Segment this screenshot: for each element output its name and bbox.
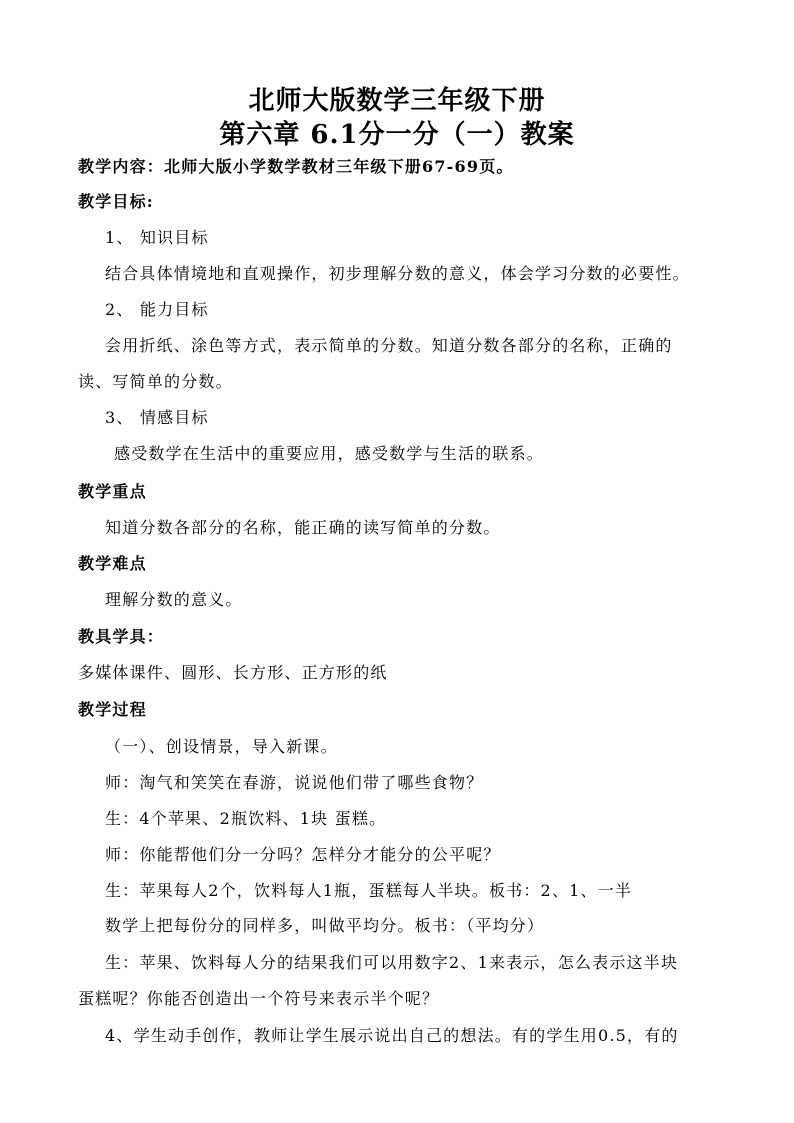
process-line-5: 生：苹果每人2个，饮料每人1瓶，蛋糕每人半块。板书：2、1、一半 xyxy=(105,881,633,900)
teaching-content-text: 北师大版小学数学教材三年级下册67-69页。 xyxy=(164,157,514,176)
goal-3-text: 感受数学在生活中的重要应用，感受数学与生活的联系。 xyxy=(114,444,545,463)
process-line-2: 师：淘气和笑笑在春游，说说他们带了哪些食物？ xyxy=(105,773,484,792)
process-line-7a: 生：苹果、饮料每人分的结果我们可以用数字2、1来表示，怎么表示这半块 xyxy=(105,953,679,972)
teaching-content-label: 教学内容： xyxy=(78,157,165,176)
teaching-process-heading: 教学过程 xyxy=(78,700,147,719)
difficulty-text: 理解分数的意义。 xyxy=(105,590,243,609)
process-line-1: （一）、创设情景，导入新课。 xyxy=(105,737,338,756)
goal-3-heading: 3、 情感目标 xyxy=(105,408,209,427)
process-line-3: 生：4个苹果、2瓶饮料、1块 蛋糕。 xyxy=(105,809,387,828)
process-line-8: 4、学生动手创作，教师让学生展示说出自己的想法。有的学生用0.5，有的 xyxy=(105,1026,679,1045)
teaching-tools-heading: 教具学具： xyxy=(78,627,165,646)
teaching-content-line xyxy=(78,154,514,177)
process-line-7b: 蛋糕呢？你能否创造出一个符号来表示半个呢？ xyxy=(78,989,440,1008)
document-subtitle: 第六章 6.1分一分（一）教案 xyxy=(219,120,575,150)
goal-1-text: 结合具体情境地和直观操作，初步理解分数的意义，体会学习分数的必要性。 xyxy=(105,264,690,283)
difficulty-heading: 教学难点 xyxy=(78,554,147,573)
teaching-goals-heading: 教学目标: xyxy=(78,192,154,211)
document-title: 北师大版数学三年级下册 xyxy=(248,86,546,116)
key-points-text: 知道分数各部分的名称，能正确的读写简单的分数。 xyxy=(105,518,501,537)
teaching-tools-text: 多媒体课件、圆形、长方形、正方形的纸 xyxy=(78,663,388,682)
process-line-4: 师：你能帮他们分一分吗？怎样分才能分的公平呢？ xyxy=(105,845,501,864)
goal-2-heading: 2、 能力目标 xyxy=(105,300,209,319)
process-line-6: 数学上把每份分的同样多，叫做平均分。板书：（平均分） xyxy=(105,916,545,935)
goal-2-text-line-2: 读、写简单的分数。 xyxy=(78,372,233,391)
key-points-heading: 教学重点 xyxy=(78,482,147,501)
goal-2-text-line-1: 会用折纸、涂色等方式，表示简单的分数。知道分数各部分的名称，正确的 xyxy=(105,336,673,355)
goal-1-heading: 1、 知识目标 xyxy=(105,228,209,247)
